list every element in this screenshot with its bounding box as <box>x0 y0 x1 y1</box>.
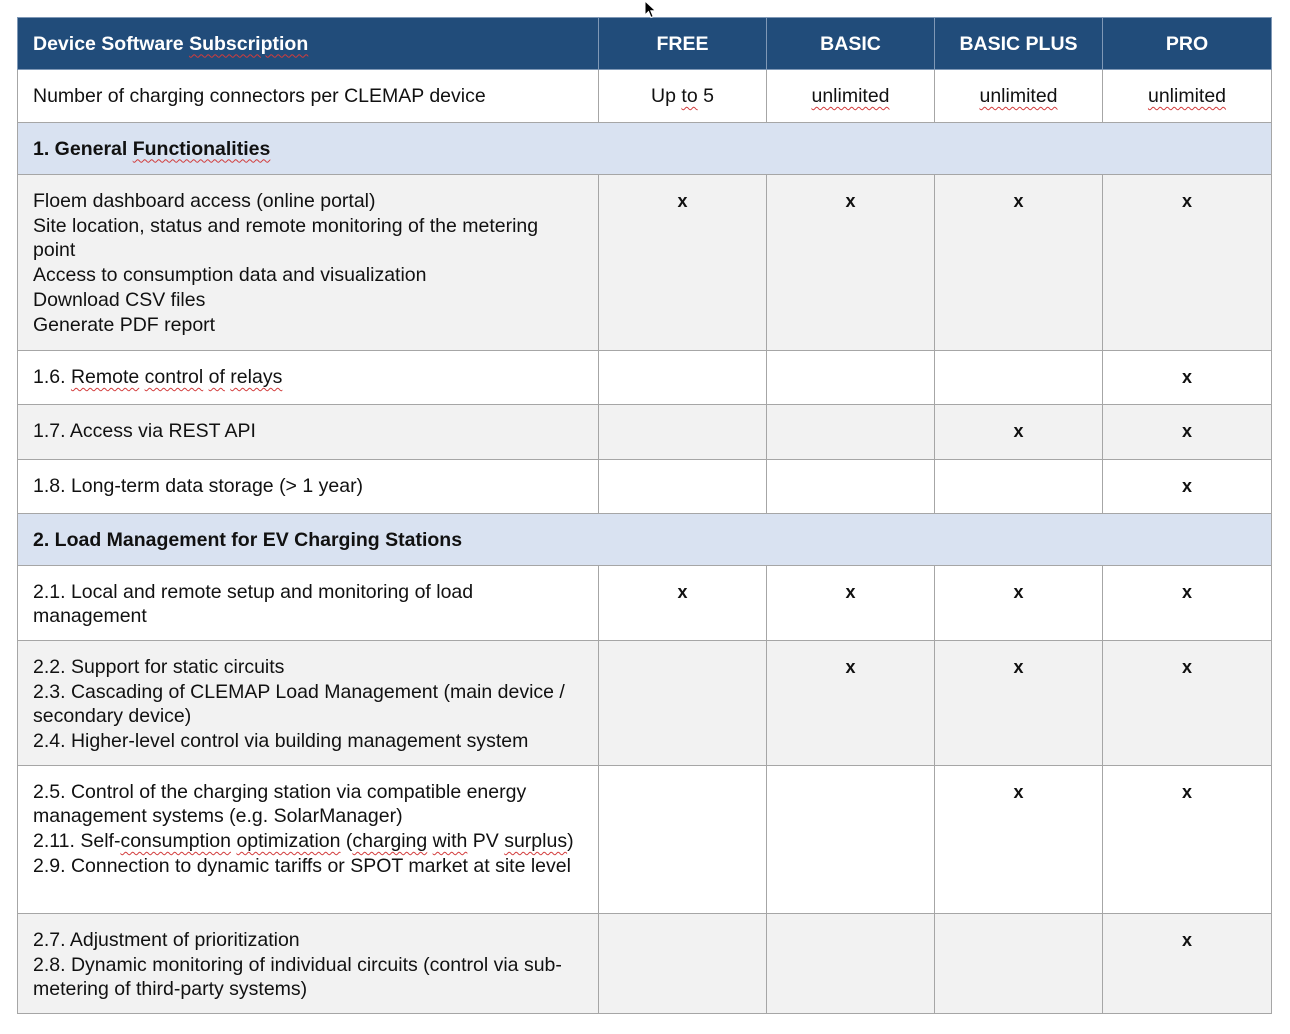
connectors-pro[interactable]: unlimited <box>1103 70 1272 123</box>
mark-cell-basic[interactable]: x <box>767 566 935 641</box>
mark-cell-basic-plus[interactable]: x <box>935 766 1103 914</box>
mark-cell-free[interactable]: x <box>599 566 767 641</box>
plan-header-free[interactable]: FREE <box>599 18 767 70</box>
mark-cell-pro[interactable]: x <box>1103 766 1272 914</box>
mark-cell-basic[interactable] <box>767 766 935 914</box>
mark-cell-pro[interactable]: x <box>1103 914 1272 1014</box>
connectors-basic-plus[interactable]: unlimited <box>935 70 1103 123</box>
header-row <box>18 18 1272 70</box>
feature-cell[interactable]: 2.2. Support for static circuits 2.3. Cascading of CLEMAP Load Management (main device / secondary device) 2.4. Higher-level control via building management system <box>18 641 599 766</box>
table-row <box>18 766 1272 914</box>
mark-cell-basic-plus[interactable]: x <box>935 175 1103 351</box>
section-title-load-management[interactable]: 2. Load Management for EV Charging Stations <box>18 514 1272 566</box>
mouse-pointer-icon <box>644 0 658 20</box>
feature-cell[interactable]: 1.7. Access via REST API <box>18 405 599 460</box>
feature-cell[interactable]: 2.1. Local and remote setup and monitoring of load management <box>18 566 599 641</box>
mark-cell-basic[interactable]: x <box>767 175 935 351</box>
mark-cell-basic[interactable] <box>767 460 935 514</box>
mark-cell-basic[interactable] <box>767 405 935 460</box>
table-row <box>18 175 1272 351</box>
plan-header-basic[interactable]: BASIC <box>767 18 935 70</box>
feature-cell[interactable]: Floem dashboard access (online portal) Site location, status and remote monitoring of the metering point Access to consumption data and visualization Download CSV files Generate PDF report <box>18 175 599 351</box>
subscription-table <box>17 17 1272 1014</box>
mark-cell-free[interactable] <box>599 641 767 766</box>
mark-cell-basic-plus[interactable] <box>935 351 1103 405</box>
document-page <box>17 17 1271 1014</box>
connectors-basic[interactable]: unlimited <box>767 70 935 123</box>
mark-cell-basic[interactable] <box>767 351 935 405</box>
plan-header-pro[interactable]: PRO <box>1103 18 1272 70</box>
mark-cell-pro[interactable]: x <box>1103 351 1272 405</box>
feature-cell[interactable]: 2.7. Adjustment of prioritization 2.8. Dynamic monitoring of individual circuits (control via sub-metering of third-party systems) <box>18 914 599 1014</box>
section-row-load-management <box>18 514 1272 566</box>
plan-header-basic-plus[interactable]: BASIC PLUS <box>935 18 1103 70</box>
mark-cell-pro[interactable]: x <box>1103 566 1272 641</box>
mark-cell-free[interactable]: x <box>599 175 767 351</box>
mark-cell-basic-plus[interactable]: x <box>935 641 1103 766</box>
mark-cell-basic-plus[interactable] <box>935 460 1103 514</box>
section-row-general <box>18 123 1272 175</box>
connectors-label[interactable]: Number of charging connectors per CLEMAP device <box>18 70 599 123</box>
mark-cell-basic-plus[interactable]: x <box>935 566 1103 641</box>
table-title[interactable]: Device Software Subscription <box>18 18 599 70</box>
mark-cell-free[interactable] <box>599 914 767 1014</box>
mark-cell-basic[interactable] <box>767 914 935 1014</box>
feature-cell[interactable]: 2.5. Control of the charging station via compatible energy management systems (e.g. SolarManager) 2.11. Self-consumption optimization (charging with PV surplus) 2.9. Connection to dynamic tariffs or SPOT market at site level <box>18 766 599 914</box>
table-row <box>18 566 1272 641</box>
feature-cell[interactable]: 1.6. Remote control of relays <box>18 351 599 405</box>
mark-cell-basic-plus[interactable] <box>935 914 1103 1014</box>
connectors-row <box>18 70 1272 123</box>
mark-cell-basic-plus[interactable]: x <box>935 405 1103 460</box>
mark-cell-pro[interactable]: x <box>1103 175 1272 351</box>
mark-cell-free[interactable] <box>599 405 767 460</box>
table-row <box>18 351 1272 405</box>
feature-cell[interactable]: 1.8. Long-term data storage (> 1 year) <box>18 460 599 514</box>
mark-cell-free[interactable] <box>599 351 767 405</box>
mark-cell-free[interactable] <box>599 460 767 514</box>
mark-cell-pro[interactable]: x <box>1103 460 1272 514</box>
mark-cell-pro[interactable]: x <box>1103 405 1272 460</box>
section-title-general[interactable]: 1. General Functionalities <box>18 123 1272 175</box>
table-row <box>18 641 1272 766</box>
table-row <box>18 460 1272 514</box>
table-row <box>18 405 1272 460</box>
mark-cell-pro[interactable]: x <box>1103 641 1272 766</box>
table-row <box>18 914 1272 1014</box>
mark-cell-free[interactable] <box>599 766 767 914</box>
mark-cell-basic[interactable]: x <box>767 641 935 766</box>
connectors-free[interactable]: Up to 5 <box>599 70 767 123</box>
